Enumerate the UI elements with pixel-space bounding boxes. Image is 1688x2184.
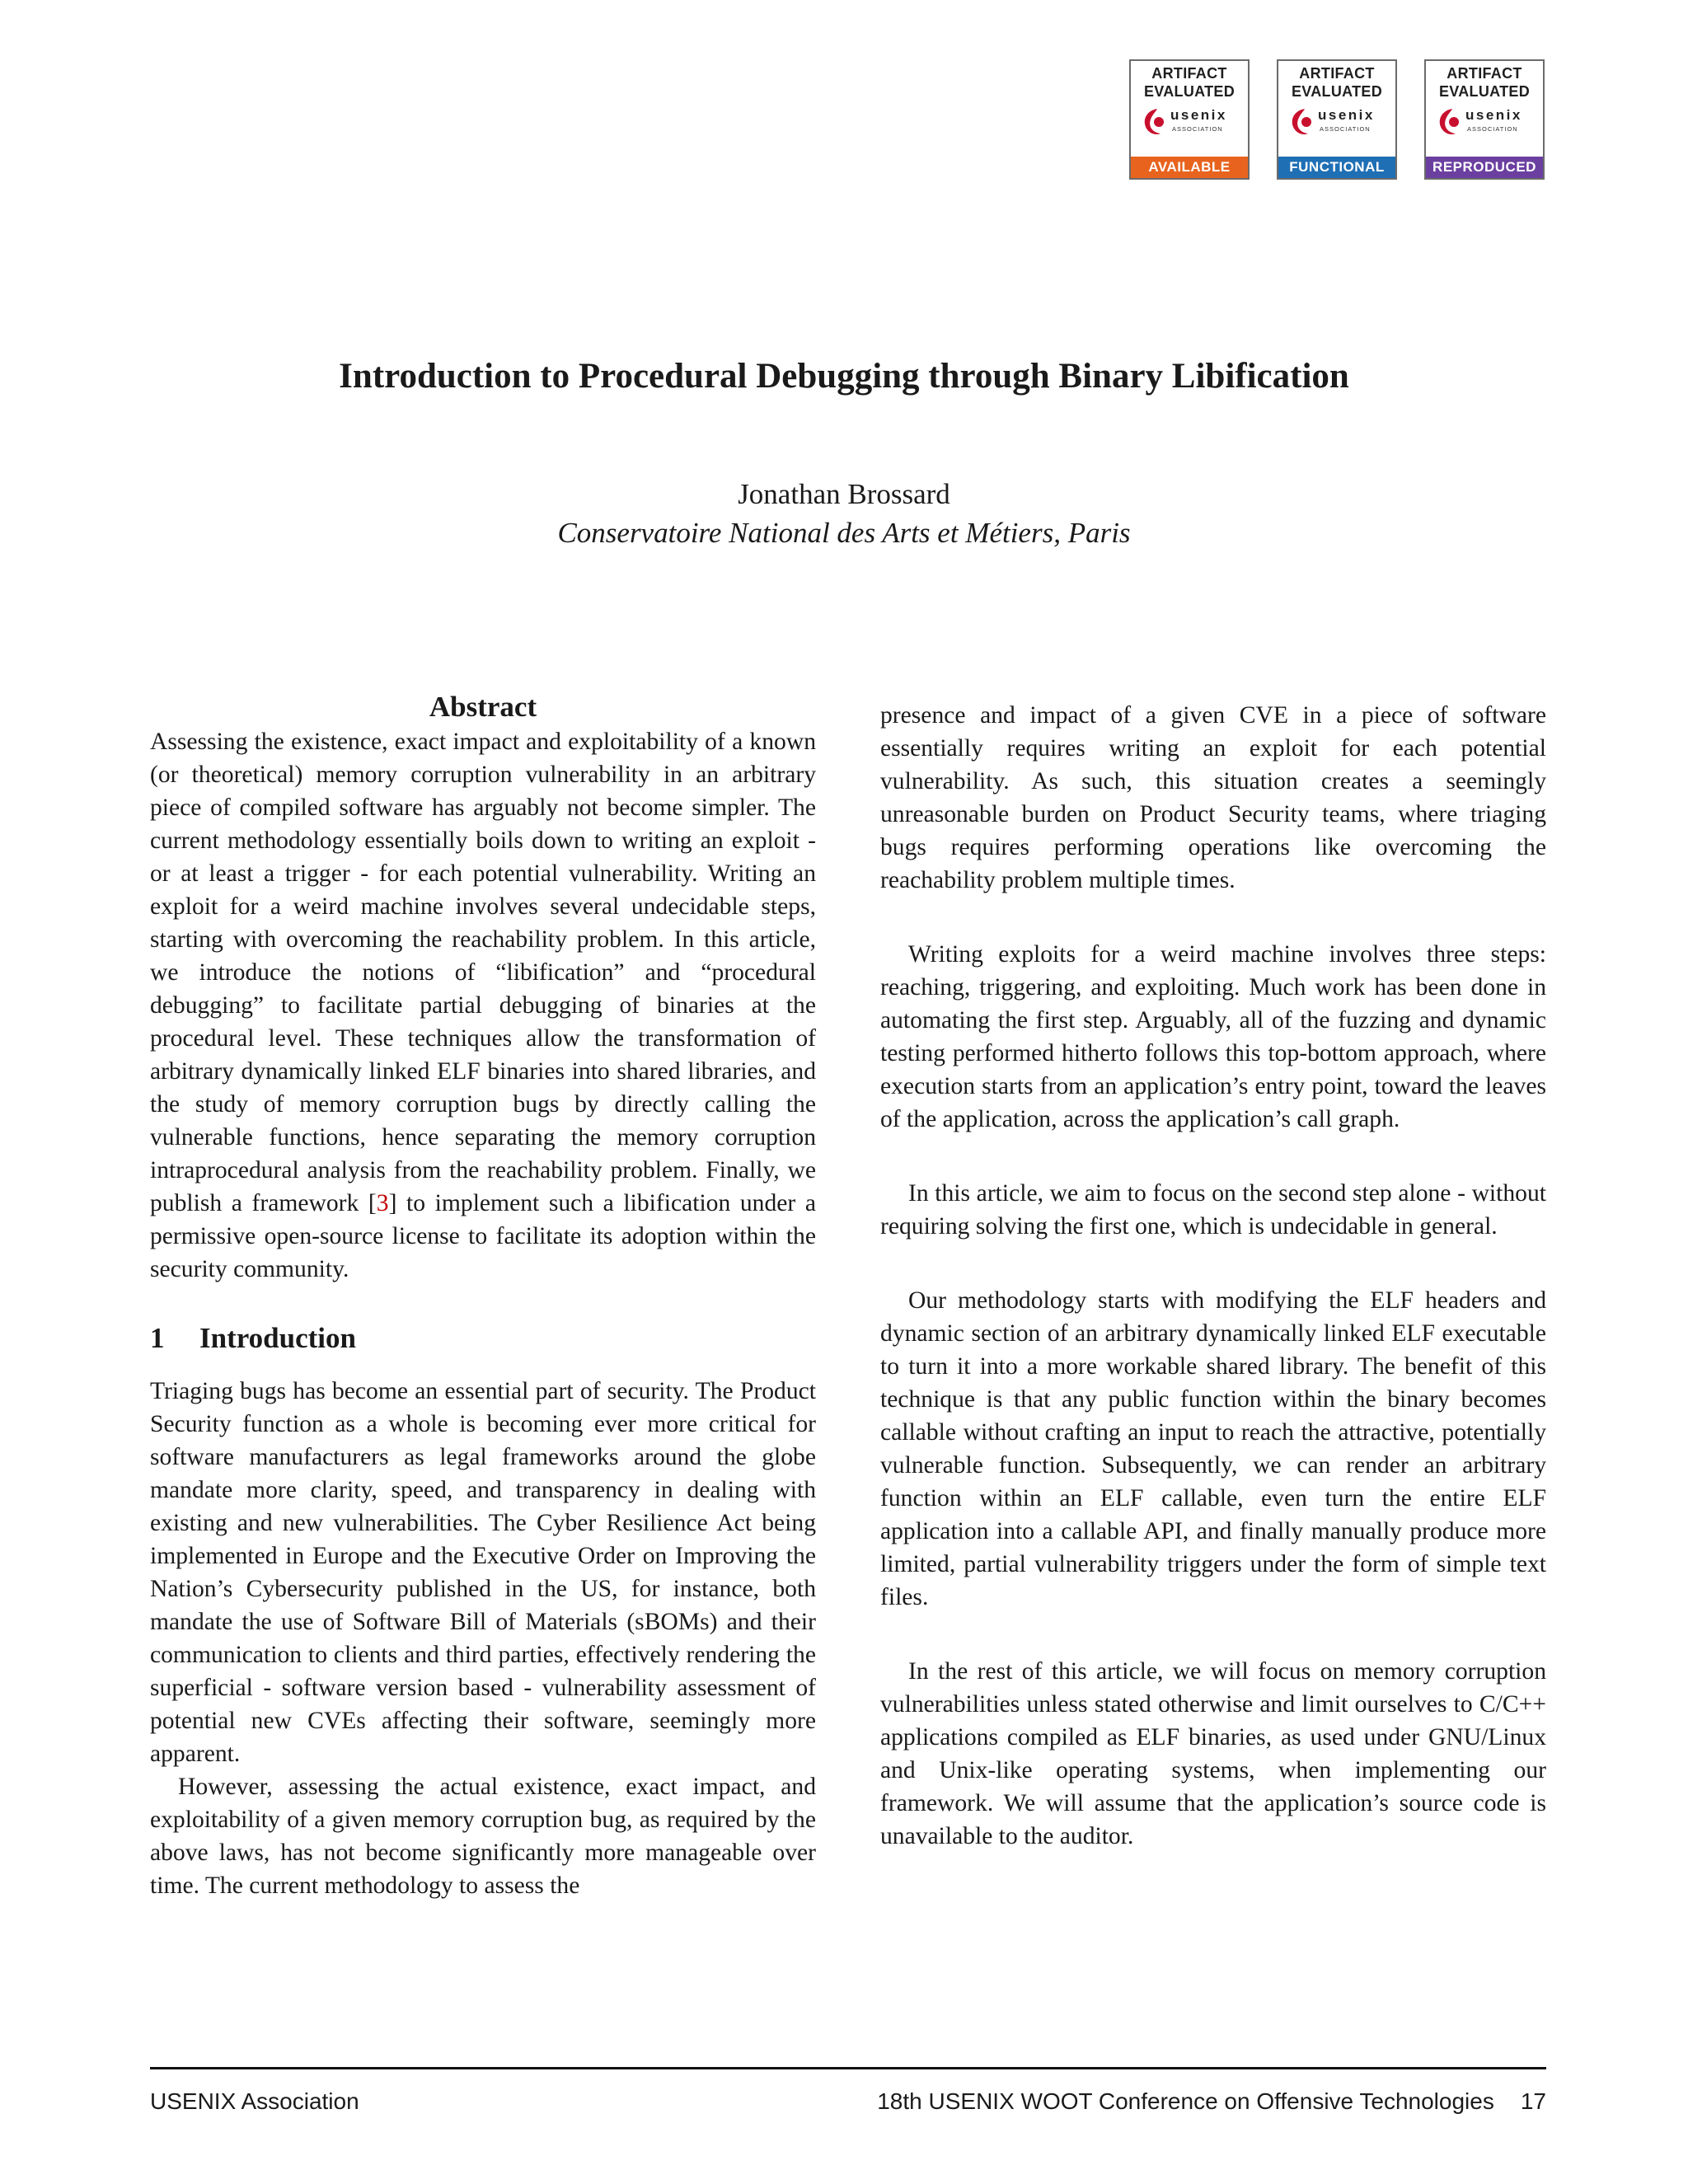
- badge-strip: REPRODUCED: [1426, 157, 1543, 178]
- footer-conference: [877, 2088, 1546, 2115]
- badge-org: usenix: [1170, 107, 1227, 123]
- badge-line2: EVALUATED: [1143, 83, 1236, 100]
- badge-line1: ARTIFACT: [1299, 65, 1375, 82]
- citation-link[interactable]: 3: [376, 1190, 389, 1216]
- footer-divider: [150, 2067, 1546, 2069]
- intro-paragraph-3: Writing exploits for a weird machine involves three steps: reaching, triggering, and exploiting. Much work has been done in automating the first step. Arguably, all of the fuzzing and dynamic testing performed hitherto follows this top-bottom approach, where execution starts from an application’s entry point, toward the leaves of the application, across the application’s call graph.: [880, 941, 1546, 1132]
- badge-org: usenix: [1318, 107, 1375, 123]
- abstract-heading: Abstract: [429, 691, 537, 723]
- badge-assoc: ASSOCIATION: [1172, 125, 1223, 133]
- badge-assoc: ASSOCIATION: [1467, 125, 1518, 133]
- usenix-logo-icon: [1141, 105, 1170, 138]
- badge-line1: ARTIFACT: [1447, 65, 1522, 82]
- right-column: [880, 699, 1546, 1853]
- paper-title: Introduction to Procedural Debugging through Binary Libification: [339, 357, 1349, 396]
- abstract-text-part1: Assessing the existence, exact impact and exploitability of a known (or theoretical) memory corruption vulnerability in an arbitrary piece of compiled software has arguably not become simpler. The current methodology essentially boils down to writing an exploit - or at least a trigger - for each potential vulnerability. Writing an exploit for a weird machine involves several undecidable steps, starting with overcoming the reachability problem. In this article, we introduce the notions of “libification” and “procedural debugging” to facilitate partial debugging of binaries at the procedural level. These techniques allow the transformation of arbitrary dynamically linked ELF binaries into shared libraries, and the study of memory corruption bugs by directly calling the vulnerable functions, hence separating the memory corruption intraprocedural analysis from the reachability problem. Finally, we publish a framework [: [150, 729, 816, 1216]
- badge-strip: AVAILABLE: [1131, 157, 1248, 178]
- abstract-text: [150, 725, 816, 1286]
- badge-functional: [1277, 59, 1397, 180]
- intro-paragraph-4: In this article, we aim to focus on the second step alone - without requiring solving the first one, which is undecidable in general.: [880, 1180, 1546, 1240]
- intro-paragraph-2-continued: presence and impact of a given CVE in a piece of software essentially requires writing an exploit for each potential vulnerability. As such, this situation creates a seemingly unreasonable burden on Product Security teams, where triaging bugs requires performing operations like overcoming the reachability problem multiple times.: [880, 702, 1546, 893]
- section-heading-introduction: [150, 1322, 816, 1355]
- usenix-logo-icon: [1288, 105, 1318, 138]
- intro-paragraph-1: Triaging bugs has become an essential part of security. The Product Security function as a whole is becoming ever more critical for software manufacturers as legal frameworks around the globe mandate more clarity, speed, and transparency in dealing with existing and new vulnerabilities. The Cyber Resilience Act being implemented in Europe and the Executive Order on Improving the Nation’s Cybersecurity published in the US, for instance, both mandate the use of Software Bill of Materials (sBOMs) and their communication to clients and third parties, effectively rendering the superficial - software version based - vulnerability assessment of potential new CVEs affecting their software, seemingly more apparent.: [150, 1378, 816, 1767]
- intro-paragraph-2: However, assessing the actual existence, exact impact, and exploitability of a given memory corruption bug, as required by the above laws, has not become significantly more manageable over time. The current methodology to assess the: [150, 1774, 816, 1899]
- intro-paragraph-5: Our methodology starts with modifying the ELF headers and dynamic section of an arbitrary dynamically linked ELF executable to turn it into a more workable shared library. The benefit of this technique is that any public function within the binary becomes callable without crafting an input to reach the attractive, potentially vulnerable function. Subsequently, we can render an arbitrary function within an ELF callable, even turn the entire ELF application into a callable API, and finally manually produce more limited, partial vulnerability triggers under the form of simple text files.: [880, 1287, 1546, 1610]
- page-number: 17: [1520, 2088, 1546, 2114]
- author-affiliation: Conservatoire National des Arts et Métiers, Paris: [557, 517, 1131, 549]
- badge-available: [1129, 59, 1250, 180]
- intro-paragraph-6: In the rest of this article, we will focus on memory corruption vulnerabilities unless stated otherwise and limit ourselves to C/C++ applications compiled as ELF binaries, as used under GNU/Linux and Unix-like operating systems, when implementing our framework. We will assume that the application’s source code is unavailable to the auditor.: [880, 1658, 1546, 1849]
- section-number: 1: [150, 1322, 165, 1354]
- usenix-logo-icon: [1436, 105, 1465, 138]
- badge-org: usenix: [1465, 107, 1522, 123]
- footer-publisher: USENIX Association: [150, 2088, 359, 2114]
- badge-assoc: ASSOCIATION: [1320, 125, 1371, 133]
- footer-conference-name: 18th USENIX WOOT Conference on Offensive Technologies: [877, 2088, 1494, 2114]
- left-column: [150, 691, 816, 1902]
- badge-line1: ARTIFACT: [1151, 65, 1227, 82]
- badge-strip: FUNCTIONAL: [1278, 157, 1395, 178]
- section-title: Introduction: [199, 1322, 356, 1354]
- author-name: Jonathan Brossard: [738, 478, 950, 510]
- badge-line2: EVALUATED: [1291, 83, 1383, 100]
- abstract-text-part2: ] to implement such a libification under a permissive open-source license to facilitate its adoption within the security community.: [150, 1190, 816, 1282]
- badge-reproduced: [1424, 59, 1545, 180]
- badge-line2: EVALUATED: [1438, 83, 1531, 100]
- artifact-badges: [1129, 59, 1545, 181]
